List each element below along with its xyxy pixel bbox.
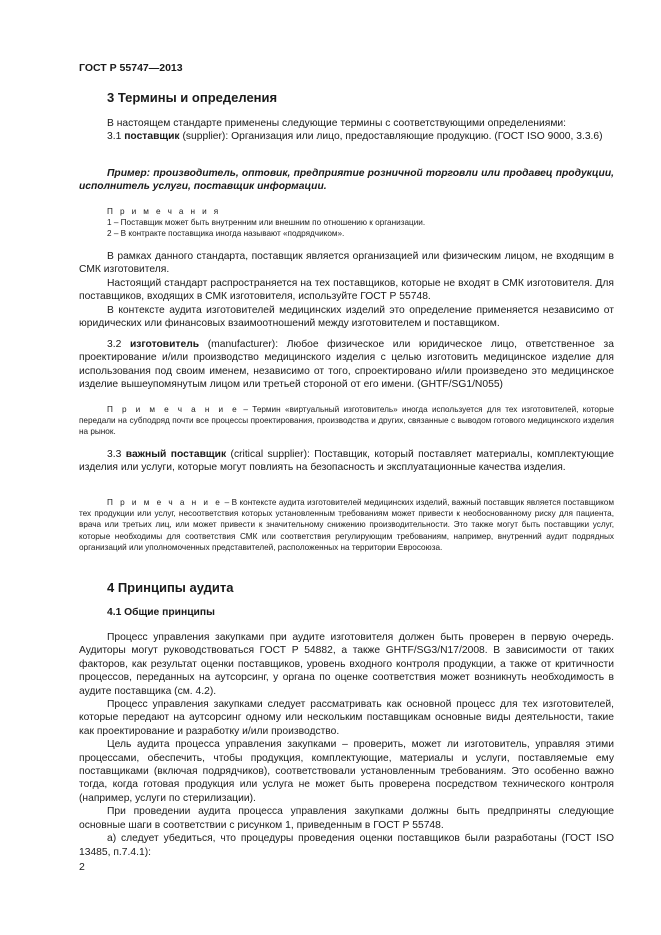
notes-label: П р и м е ч а н и я [107, 207, 221, 216]
audit-paragraph-5: а) следует убедиться, что процедуры проведения оценки поставщиков были разработаны (ГОСТ ISO 13485, п.7.4.1): [79, 833, 614, 858]
section-3-intro: В настоящем стандарте применены следующие термины с соответствующими определениями: [107, 118, 567, 129]
term-3-3-definition: (critical supplier): Поставщик, который поставляет материалы, комплектующие изделия или услуги, которые могут повлиять на безопасность и эксплуатационные качества изделия. [79, 449, 615, 474]
section-3-intro-block [79, 117, 614, 144]
term-3-2 [79, 338, 614, 392]
term-3-2-definition: (manufacturer): Любое физическое или юридическое лицо, ответственное за проектирование и/или производство медицинского изделия с целью изготовить медицинское изделие для использования под своим именем, независимо от того, спроектировано и/или произведено это медицинское изделие вышеупомянутым лицом или третьей стороной от его имени. (GHTF/SG1/N055) [79, 339, 614, 391]
term-3-2-block [79, 338, 614, 392]
section-4-heading: 4 Принципы аудита [107, 580, 234, 595]
term-3-2-num: 3.2 [107, 339, 122, 350]
page-number: 2 [79, 861, 85, 873]
section-3-heading-block [79, 90, 614, 105]
section-4-1-heading: 4.1 Общие принципы [107, 607, 215, 618]
note-4-block [79, 497, 614, 553]
term-3-3-block [79, 448, 614, 475]
term-3-3-num: 3.3 [107, 449, 122, 460]
term-3-1 [79, 130, 614, 143]
term-3-3-term: важный поставщик [125, 449, 227, 460]
section-4-heading-block [79, 580, 614, 595]
term-3-2-term: изготовитель [129, 339, 200, 350]
scope-paragraph-2: Настоящий стандарт распространяется на тех поставщиков, которые не входят в СМК изготовителя. Для поставщиков, входящих в СМК изготовителя, используйте ГОСТ Р 55748. [79, 277, 614, 303]
note-3-text: – Термин «виртуальный изготовитель» иногда используется для тех изготовителей, которые передали на субподряд почти все процессы проектирования, производства и других, связанные с выводом готового медицинского изделия на рынок. [79, 405, 614, 437]
note-3 [79, 404, 614, 438]
note-1: 1 – Поставщик может быть внутренним или внешним по отношению к организации. [107, 218, 426, 228]
example-block [79, 167, 614, 194]
section-4-1-heading-block [79, 607, 614, 618]
term-3-1-term: поставщик [124, 131, 180, 143]
note-4-text: – В контексте аудита изготовителей медицинских изделий, важный поставщик является поставщиком тех продукции или услуг, несоответствия которых установленным требованиям может привести к необоснованному риску для пациента, врача или третьих лиц, или может привести к значительному снижению производительности. Это также могут быть поставщики услуг, которые необходимы для соответствия СМК или соответствия регулирующим требованиям, например, внутренний аудит подрядных организаций или уполномоченных представителей, расположенных на территории Евросоюза. [79, 498, 614, 552]
note-3-label: П р и м е ч а н и е [107, 405, 240, 414]
scope-paragraph-3: В контексте аудита изготовителей медицинских изделий это определение применяется независимо от юридических или финансовых взаимоотношений между изготовителем и поставщиком. [79, 304, 614, 330]
note-4-label: П р и м е ч а н и е [107, 498, 223, 507]
example-text: Пример: производитель, оптовик, предприятие розничной торговли или продавец продукции, исполнитель услуги, поставщик информации. [79, 168, 614, 193]
note-2: 2 – В контракте поставщика иногда называют «подрядчиком». [107, 229, 345, 239]
note-4 [79, 497, 614, 553]
section-3-heading: 3 Термины и определения [107, 90, 278, 105]
term-3-1-definition: (supplier): Организация или лицо, предоставляющие продукцию. (ГОСТ ISO 9000, 3.3.6) [179, 131, 603, 143]
term-3-3 [79, 448, 614, 475]
standard-header: ГОСТ Р 55747—2013 [79, 62, 183, 74]
section-4-1-body [79, 631, 614, 859]
scope-paragraphs [79, 250, 614, 330]
audit-paragraph-2: Процесс управления закупками следует рассматривать как основной процесс для тех изготовителей, которые передают на аутсорсинг одному или нескольким поставщикам основные виды деятельности, такие как проектирование и разработку и/или производство. [79, 699, 614, 737]
audit-paragraph-3: Цель аудита процесса управления закупками – проверить, может ли изготовитель, управляя этими процессами, обеспечить, чтобы продукция, комплектующие, материалы и услуги, поставляемые ему поставщиками (включая подрядчиков), соответствовали установленным требованиям. Это особенно важно тогда, когда готовая продукция или услуга не может быть проверена посредством технического контроля (например, услуги по стерилизации). [79, 739, 614, 804]
audit-paragraph-4: При проведении аудита процесса управления закупками должны быть предприняты следующие основные шаги в соответствии с рисунком 1, приведенным в ГОСТ Р 55748. [79, 806, 614, 831]
audit-paragraph-1: Процесс управления закупками при аудите изготовителя должен быть проверен в первую очередь. Аудиторы могут руководствоваться ГОСТ Р 54882, а также GHTF/SG3/N17/2008. В зависимости от таких факторов, как результат оценки поставщиков, уровень входного контроля продукции, а также от критичности процессов, переданных на аутсорсинг, у органа по оценке соответствия может возникнуть необходимость в аудите поставщика (см. 4.2). [79, 632, 614, 697]
note-3-block [79, 404, 614, 438]
term-3-1-num: 3.1 [107, 131, 122, 143]
notes-block [79, 206, 614, 240]
scope-paragraph-1: В рамках данного стандарта, поставщик является организацией или физическим лицом, не входящим в СМК изготовителя. [79, 251, 614, 276]
